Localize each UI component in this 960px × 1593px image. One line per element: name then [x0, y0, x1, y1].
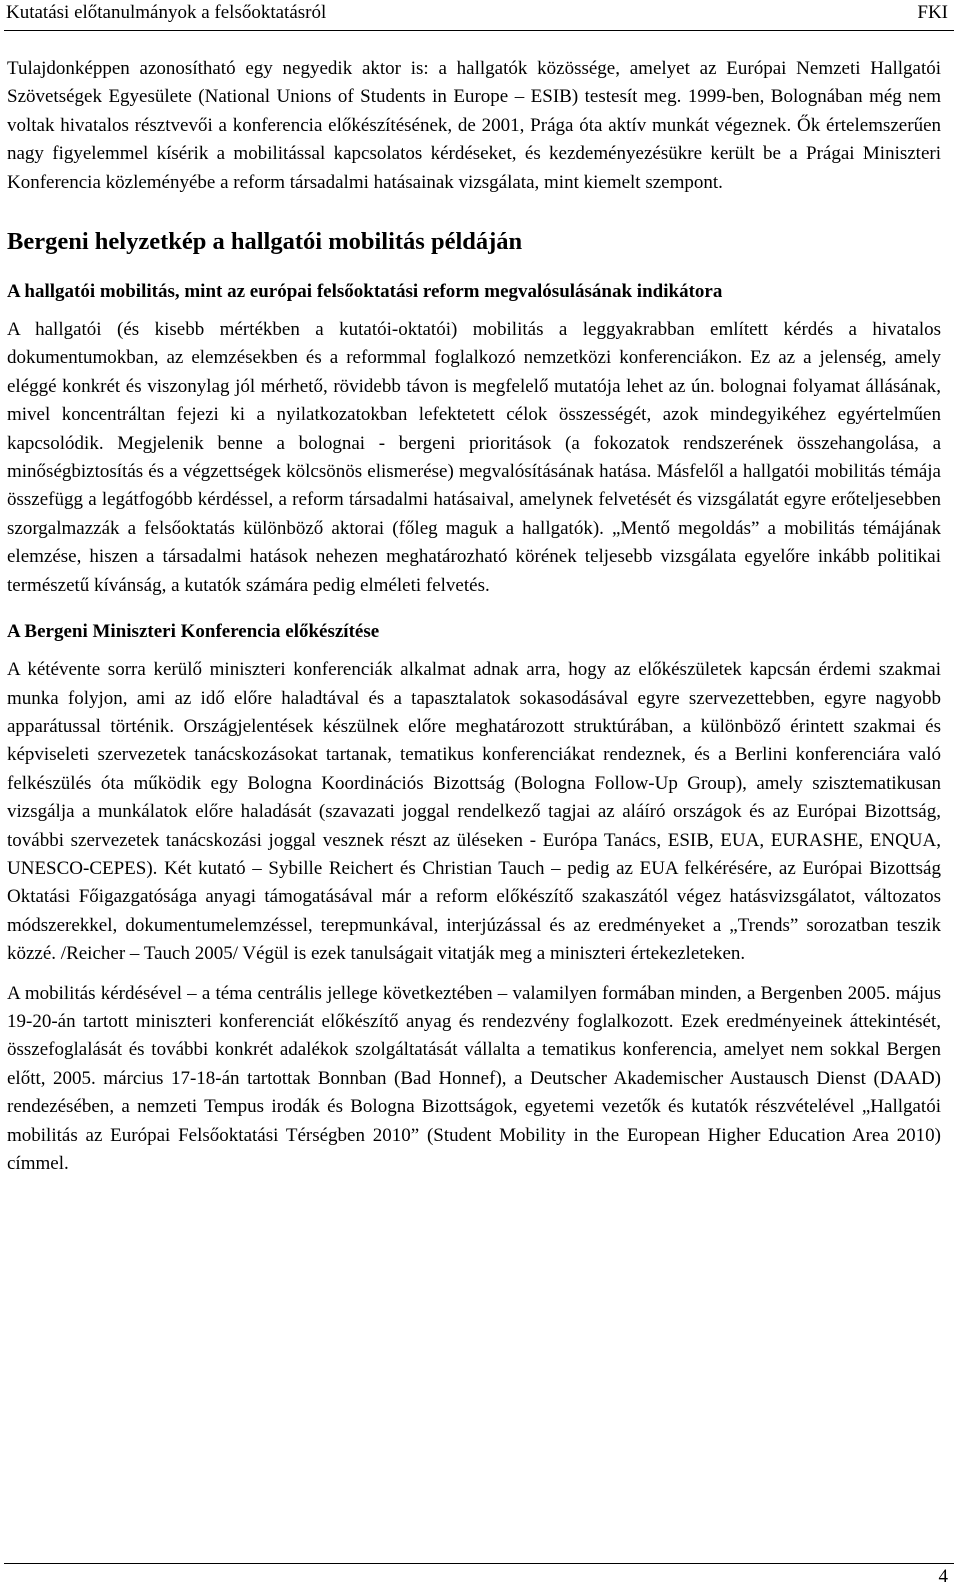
header-title: Kutatási előtanulmányok a felsőoktatásról [6, 2, 327, 23]
footer-divider [4, 1563, 954, 1564]
page-number: 4 [938, 1566, 948, 1587]
paragraph-preparation-2: A mobilitás kérdésével – a téma centrális jellege következtében – valamilyen formában minden, a Bergenben 2005. május 19-20-án tartott miniszteri konferenciát előkészítő anyag és rendezvény foglalkozott. Ezek eredményeinek áttekintését, összefoglalását és további konkrét adalékok szolgáltatását vállalta a tematikus konferencia, amelyet nem sokkal Bergen előtt, 2005. március 17-18-án tartottak Bonnban (Bad Honnef), a Deutscher Akademischer Austausch Dienst (DAAD) rendezésében, a nemzeti Tempus irodák és Bologna Bizottságok, egyetemi vezetők és kutatók részvételével „Hallgatói mobilitás az Európai Felsőoktatási Térségben 2010” (Student Mobility in the European Higher Education Area 2010) címmel. [7, 982, 941, 1174]
page-header [0, 0, 960, 30]
document-body [7, 55, 941, 1178]
paragraph-mobility: A hallgatói (és kisebb mértékben a kutatói-oktatói) mobilitás a leggyakrabban említett kérdés a hivatalos dokumentumokban, az elemzésekben és a reformmal foglalkozó nemzetközi konferenciákon. Ez az a jelenség, amely eléggé konkrét és viszonylag jól mérhető, rövidebb távon is megfelelő mutatója lehet az ún. bolognai folyamat állásának, mivel koncentráltan fejezi ki a nyilatkozatokban lefektetett célok összességét, azok mindegyikéhez egyértelműen kapcsolódik. Megjelenik benne a bolognai - bergeni prioritások (a fokozatok rendszerének összehangolása, a minőségbiztosítás és a végzettségek kölcsönös elismerése) megvalósításának hatása. Másfelől a hallgatói mobilitás témája összefügg a legátfogóbb kérdéssel, a reform társadalmi hatásaival, amelynek felvetését és vizsgálatát egyre erőteljesebben szorgalmazzák a felsőoktatás különböző aktorai (főleg maguk a hallgatók). „Mentő megoldás” a mobilitás témájának elemzése, hiszen a társadalmi hatások nehezen meghatározható körének teljesebb vizsgálata egyelőre inkább politikai természetű kívánság, a kutatók számára pedig elméleti felvetés. [7, 319, 941, 596]
paragraph-preparation-1: A kétévente sorra kerülő miniszteri konferenciák alkalmat adnak arra, hogy az előkészületek kapcsán érdemi szakmai munka folyjon, ami az idő előre haladtával és a tapasztalatok sokasodásával egyre szervezettebben, egyre nagyobb apparátussal történik. Országjelentések készülnek előre meghatározott struktúrában, a különböző érintett szakmai és képviseleti szervezetek tanácskozásokat tartanak, tematikus konferenciákat rendeznek, és a Berlini konferenciára való felkészülés óta működik egy Bologna Koordinációs Bizottság (Bologna Follow-Up Group), amely szisztematikusan vizsgálja a munkálatok előre haladását (szavazati joggal rendelkező tagjai az aláíró országok és az Európai Bizottság, további szervezetek tanácskozási joggal vesznek részt az üléseken - Európa Tanács, ESIB, EUA, EURASHE, ENQUA, UNESCO-CEPES). Két kutató – Sybille Reichert és Christian Tauch – pedig az EUA felkérésére, az Európai Bizottság Oktatási Főigazgatósága anyagi támogatásával már a reform előkészítő szakaszától végez hatásvizsgálatot, változatos módszerekkel, dokumentumelemzéssel, terepmunkával, interjúzással és az eredményeket a „Trends” sorozatban teszik közzé. /Reicher – Tauch 2005/ Végül is ezek tanulságait vitatják meg a miniszteri értekezleteken. [7, 659, 941, 965]
header-divider [4, 30, 954, 31]
paragraph-intro: Tulajdonképpen azonosítható egy negyedik aktor is: a hallgatók közössége, amelyet az Európai Nemzeti Hallgatói Szövetségek Egyesülete (National Unions of Students in Europe – ESIB) testesít meg. 1999-ben, Bolognában még nem voltak hivatalos résztvevői a konferencia előkészítésének, de 2001, Prága óta aktív munkát végeznek. Ők értelemszerűen nagy figyelemmel kísérik a mobilitással kapcsolatos kérdéseket, és kezdeményezésükre került be a Prágai Miniszteri Konferencia közleményébe a reform társadalmi hatásainak vizsgálata, mint kiemelt szempont. [7, 58, 941, 193]
subsection-title-bergen-preparation: A Bergeni Miniszteri Konferencia előkészítése [7, 621, 380, 643]
header-code: FKI [917, 2, 948, 23]
section-title: Bergeni helyzetkép a hallgatói mobilitás példáján [7, 228, 523, 256]
subsection-title-mobility-indicator: A hallgatói mobilitás, mint az európai felsőoktatási reform megvalósulásának indikátora [7, 281, 723, 303]
